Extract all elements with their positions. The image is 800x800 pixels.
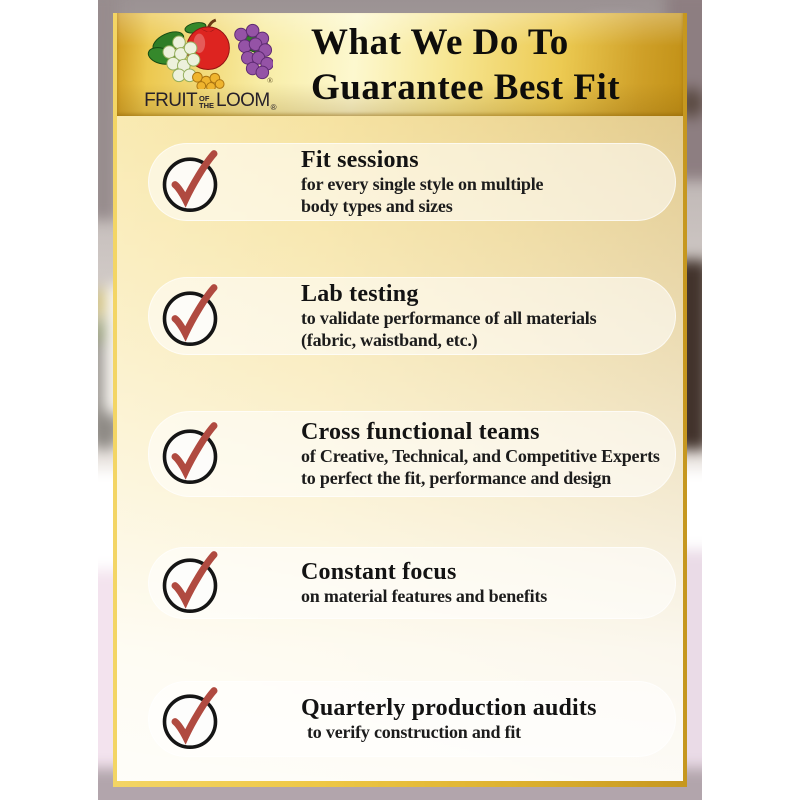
check-icon [161,282,223,348]
checklist-heading: Fit sessions [301,147,419,173]
logo-text-the: THE [199,101,215,110]
check-icon [161,420,223,486]
check-icon [161,148,223,214]
checklist-line: to verify construction and fit [307,721,521,742]
checklist-panel [117,116,683,781]
checklist-line: to validate performance of all materials [301,308,597,328]
checklist-item-fit-sessions [148,143,676,221]
checklist-line: (fabric, waistband, etc.) [301,329,478,350]
page-title [311,20,620,110]
logo-text-of: OF [199,93,210,103]
checklist-item-quarterly-production-audits [148,681,676,757]
checklist-line: of Creative, Technical, and Competitive Experts [301,446,660,466]
title-line-1: What We Do To [311,21,569,63]
checklist-heading: Lab testing [301,281,419,307]
registered-mark: ® [270,103,276,112]
logo-text-fruit: FRUIT [144,90,198,111]
gold-header-banner [117,13,683,116]
infographic-card [113,13,687,787]
fruit-cluster-icon [147,17,273,89]
check-icon [161,549,223,615]
checklist-item-lab-testing [148,277,676,355]
checklist-item-cross-functional-teams [148,411,676,497]
title-line-2: Guarantee Best Fit [311,66,621,108]
checklist-heading: Quarterly production audits [301,694,597,721]
checklist-heading: Cross functional teams [301,419,540,445]
checklist-line: to perfect the fit, performance and design [301,467,612,488]
checklist-line: for every single style on multiple [301,174,544,194]
checklist-heading: Constant focus [301,558,457,585]
checklist-line: body types and sizes [301,195,453,216]
check-icon [161,685,223,751]
fruit-of-the-loom-logo [135,17,285,112]
logo-text-loom: LOOM [216,90,270,111]
logo-wordmark [144,90,276,112]
checklist-line: on material features and benefits [301,585,548,606]
checklist-item-constant-focus [148,547,676,619]
svg-text:®: ® [267,76,273,86]
